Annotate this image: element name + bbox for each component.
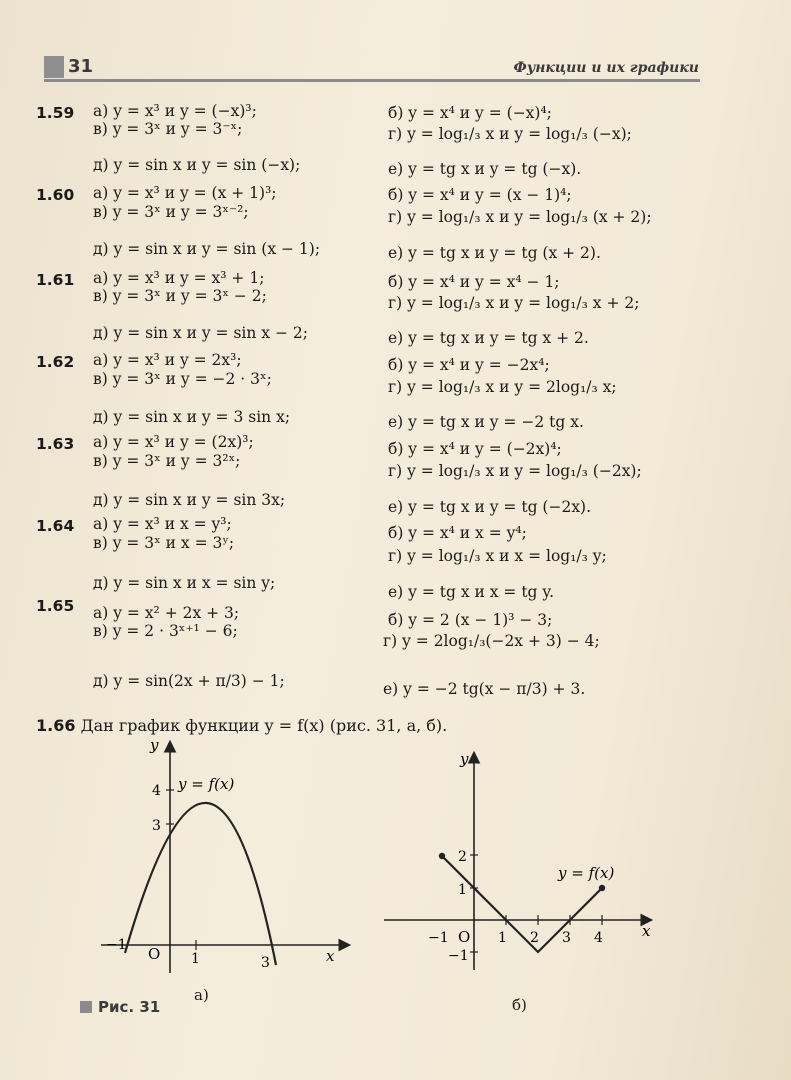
- problem-item: е) y = tg x и y = tg (x + 2).: [388, 244, 601, 262]
- problem-item: б) y = x⁴ и y = (−x)⁴;: [388, 104, 552, 122]
- problem-item: б) y = x⁴ и y = x⁴ − 1;: [388, 273, 560, 291]
- x-tick: 1: [498, 930, 507, 946]
- x-tick: 3: [562, 930, 571, 946]
- problem-item: б) y = x⁴ и y = −2x⁴;: [388, 356, 550, 374]
- problem-item: б) y = x⁴ и y = (−2x)⁴;: [388, 440, 562, 458]
- problem-item: в) y = 3ˣ и y = 3⁻ˣ;: [93, 120, 243, 138]
- problem-item: б) y = 2 (x − 1)³ − 3;: [388, 611, 553, 629]
- problem-number: 1.59: [36, 104, 75, 122]
- y-tick: 4: [152, 783, 161, 799]
- subfigure-label-a: а): [194, 986, 209, 1004]
- problem-number: 1.61: [36, 271, 75, 289]
- function-curve: [125, 803, 276, 965]
- x-tick: 3: [261, 955, 270, 971]
- caption-text: Рис. 31: [98, 998, 161, 1016]
- origin-label: O: [458, 928, 471, 946]
- problem-item: в) y = 3ˣ и y = −2 · 3ˣ;: [93, 370, 272, 388]
- problem-item: д) y = sin x и y = 3 sin x;: [93, 408, 291, 426]
- problem-item: е) y = tg x и y = −2 tg x.: [388, 413, 584, 431]
- y-tick: 3: [152, 818, 161, 834]
- problem-number: 1.60: [36, 186, 75, 204]
- problem-item: а) y = x³ и y = (x + 1)³;: [93, 184, 277, 202]
- graph-b: [380, 748, 665, 978]
- problem-item: г) y = log₁/₃ x и y = log₁/₃ (−x);: [388, 125, 632, 143]
- problem-item: в) y = 2 · 3ˣ⁺¹ − 6;: [93, 622, 238, 640]
- function-label: y = f(x): [558, 864, 615, 882]
- problem-item: а) y = x³ и y = (2x)³;: [93, 433, 254, 451]
- problem-item: в) y = 3ˣ и y = 3²ˣ;: [93, 452, 241, 470]
- problem-item: в) y = 3ˣ и y = 3ˣ − 2;: [93, 287, 267, 305]
- problem-item: г) y = log₁/₃ x и y = 2log₁/₃ x;: [388, 378, 617, 396]
- origin-label: O: [148, 945, 161, 963]
- problem-item: а) y = x³ и y = 2x³;: [93, 351, 242, 369]
- y-tick: 1: [458, 882, 467, 898]
- x-axis-label: x: [642, 922, 651, 940]
- problem-item: в) y = 3ˣ и y = 3ˣ⁻²;: [93, 203, 249, 221]
- function-label: y = f(x): [178, 775, 235, 793]
- problem-item: г) y = log₁/₃ x и x = log₁/₃ y;: [388, 547, 607, 565]
- problem-item: д) y = sin x и y = sin (−x);: [93, 156, 301, 174]
- problem-item: а) y = x³ и x = y³;: [93, 515, 232, 533]
- problem-item: а) y = x³ и y = x³ + 1;: [93, 269, 265, 287]
- problem-item: а) y = x³ и y = (−x)³;: [93, 102, 257, 120]
- problem-item: е) y = −2 tg(x − π/3) + 3.: [383, 680, 586, 698]
- page-number: 31: [68, 56, 94, 77]
- running-title: Функции и их графики: [513, 60, 699, 76]
- y-axis-label: y: [150, 736, 159, 754]
- problem-item: д) y = sin x и y = sin (x − 1);: [93, 240, 321, 258]
- problem-item: е) y = tg x и y = tg (−2x).: [388, 498, 592, 516]
- problem-number: 1.63: [36, 435, 75, 453]
- x-tick: 1: [191, 951, 200, 967]
- y-tick: −1: [448, 948, 469, 964]
- problem-number: 1.64: [36, 517, 75, 535]
- problem-item: б) y = x⁴ и x = y⁴;: [388, 524, 527, 542]
- problem-number: 1.62: [36, 353, 75, 371]
- problem-item: д) y = sin x и x = sin y;: [93, 574, 276, 592]
- x-axis-label: x: [326, 947, 335, 965]
- x-tick: 2: [530, 930, 539, 946]
- page-marker: [44, 56, 64, 78]
- problem-number: 1.65: [36, 597, 75, 615]
- problem-item: г) y = log₁/₃ x и y = log₁/₃ (−2x);: [388, 462, 642, 480]
- y-tick: 2: [458, 849, 467, 865]
- subfigure-label-b: б): [512, 996, 527, 1014]
- problem-item: д) y = sin x и y = sin x − 2;: [93, 324, 308, 342]
- problem-item: е) y = tg x и x = tg y.: [388, 583, 555, 601]
- problem-item: в) y = 3ˣ и x = 3ʸ;: [93, 534, 235, 552]
- problem-item: б) y = x⁴ и y = (x − 1)⁴;: [388, 186, 572, 204]
- x-tick: −1: [428, 930, 449, 946]
- problem-item: г) y = log₁/₃ x и y = log₁/₃ x + 2;: [388, 294, 640, 312]
- problem-item: е) y = tg x и y = tg x + 2.: [388, 329, 589, 347]
- problem-item: а) y = x² + 2x + 3;: [93, 604, 240, 622]
- y-axis-label: y: [460, 750, 469, 768]
- problem-item: е) y = tg x и y = tg (−x).: [388, 160, 582, 178]
- x-tick: −1: [106, 937, 127, 953]
- x-tick: 4: [594, 930, 603, 946]
- problem-number: 1.66: [36, 716, 76, 735]
- problem-item: г) y = 2log₁/₃(−2x + 3) − 4;: [383, 632, 600, 650]
- caption-marker: [80, 1001, 92, 1013]
- problem-item: д) y = sin(2x + π/3) − 1;: [93, 672, 285, 690]
- figure-caption: [80, 998, 160, 1016]
- problem-text: Дан график функции y = f(x) (рис. 31, а, б).: [80, 716, 448, 735]
- problem-item: г) y = log₁/₃ x и y = log₁/₃ (x + 2);: [388, 208, 652, 226]
- problem-166: [36, 716, 447, 735]
- graph-a: [86, 735, 356, 980]
- problem-item: д) y = sin x и y = sin 3x;: [93, 491, 286, 509]
